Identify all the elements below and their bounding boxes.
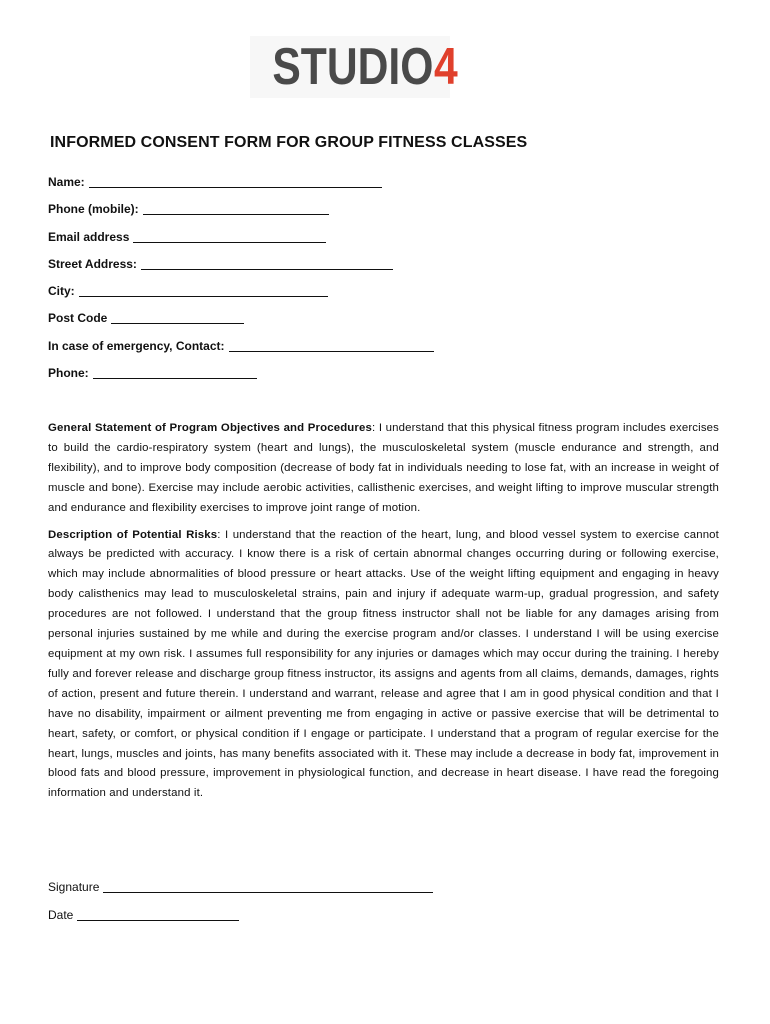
date-label: Date xyxy=(48,908,74,922)
mobile-phone-label: Phone (mobile): xyxy=(48,202,139,217)
post-code-label: Post Code xyxy=(48,311,108,326)
date-field[interactable] xyxy=(48,908,239,922)
email-blank[interactable] xyxy=(133,230,326,243)
emergency-phone-field[interactable] xyxy=(48,366,728,393)
city-blank[interactable] xyxy=(79,284,328,297)
studio4-logo xyxy=(250,36,458,98)
name-label: Name: xyxy=(48,175,85,189)
emergency-contact-label: In case of emergency, Contact: xyxy=(48,338,225,353)
risks-paragraph xyxy=(48,526,719,805)
emergency-contact-blank[interactable] xyxy=(229,339,434,352)
city-label: City: xyxy=(48,284,75,299)
signature-blank[interactable] xyxy=(103,880,433,893)
contact-fields xyxy=(48,175,728,393)
objectives-text: : I understand that this physical fitness program includes exercises to build the cardio-respiratory system (heart and lungs), the musculoskeletal system (muscle endurance and strength, and flexibility), and to improve body composition (decrease of body fat in individuals needing to lose fat, with an increase in weight of muscle and bone). Exercise may include aerobic activities, callisthenic exercises, and weight lifting to improve muscular strength and endurance and flexibility exercises to improve joint range of motion. xyxy=(48,422,720,514)
post-code-blank[interactable] xyxy=(111,311,244,324)
mobile-phone-field[interactable] xyxy=(48,202,728,229)
city-field[interactable] xyxy=(48,284,728,311)
date-blank[interactable] xyxy=(77,908,239,921)
objectives-paragraph xyxy=(48,419,719,519)
risks-text: : I understand that the reaction of the heart, lung, and blood vessel system to exercise cannot always be predicted with accuracy. I know there is a risk of certain abnormal changes occurring during or following exercise, which may include abnormalities of blood pressure or heart attacks. Use of the weight lifting equipment and engaging in heavy body calisthenics may lead to musculoskeletal strains, pain and injury if adequate warm-up, gradual progression, and safety procedures are not followed. I understand that the group fitness instructor shall not be liable for any damages arising from personal injuries sustained by me while and during the exercise program and/or classes. I understand I will be using exercise equipment at my own risk. I assumes full responsibility for any injuries or damages which may occur during the training. I hereby fully and forever release and discharge group fitness instructor, its assigns and agents from all claims, demands, damages, rights of action, present and future therein. I understand and warrant, release and agree that I am in good physical condition and that I have no disability, impairment or ailment preventing me from engaging in active or passive exercise that will be detrimental to heart, safety, or comfort, or physical condition if I engage or participate. I understand that a program of regular exercise for the heart, lungs, muscles and joints, has many benefits associated with it. These may include a decrease in body fat, improvement in blood fats and blood pressure, improvement in physiological function, and decrease in heart disease. I have read the foregoing information and understand it. xyxy=(48,528,719,800)
post-code-field[interactable] xyxy=(48,311,728,338)
emergency-contact-field[interactable] xyxy=(48,339,728,366)
email-label: Email address xyxy=(48,229,130,244)
signature-label: Signature xyxy=(48,880,100,894)
street-address-field[interactable] xyxy=(48,257,728,284)
risks-heading: Description of Potential Risks xyxy=(48,528,218,541)
mobile-phone-blank[interactable] xyxy=(143,202,329,215)
signature-field[interactable] xyxy=(48,880,433,894)
street-address-blank[interactable] xyxy=(141,257,393,270)
objectives-heading: General Statement of Program Objectives and Procedures xyxy=(48,422,372,434)
emergency-phone-label: Phone: xyxy=(48,366,89,381)
consent-body xyxy=(48,419,719,811)
logo-accent-digit: 4 xyxy=(433,38,458,96)
emergency-phone-blank[interactable] xyxy=(93,366,257,379)
street-address-label: Street Address: xyxy=(48,256,137,271)
email-field[interactable] xyxy=(48,230,728,257)
name-field[interactable] xyxy=(48,175,728,202)
form-title: INFORMED CONSENT FORM FOR GROUP FITNESS CLASSES xyxy=(50,134,528,151)
name-blank[interactable] xyxy=(89,175,382,188)
logo-wordmark: STUDIO xyxy=(272,38,434,96)
